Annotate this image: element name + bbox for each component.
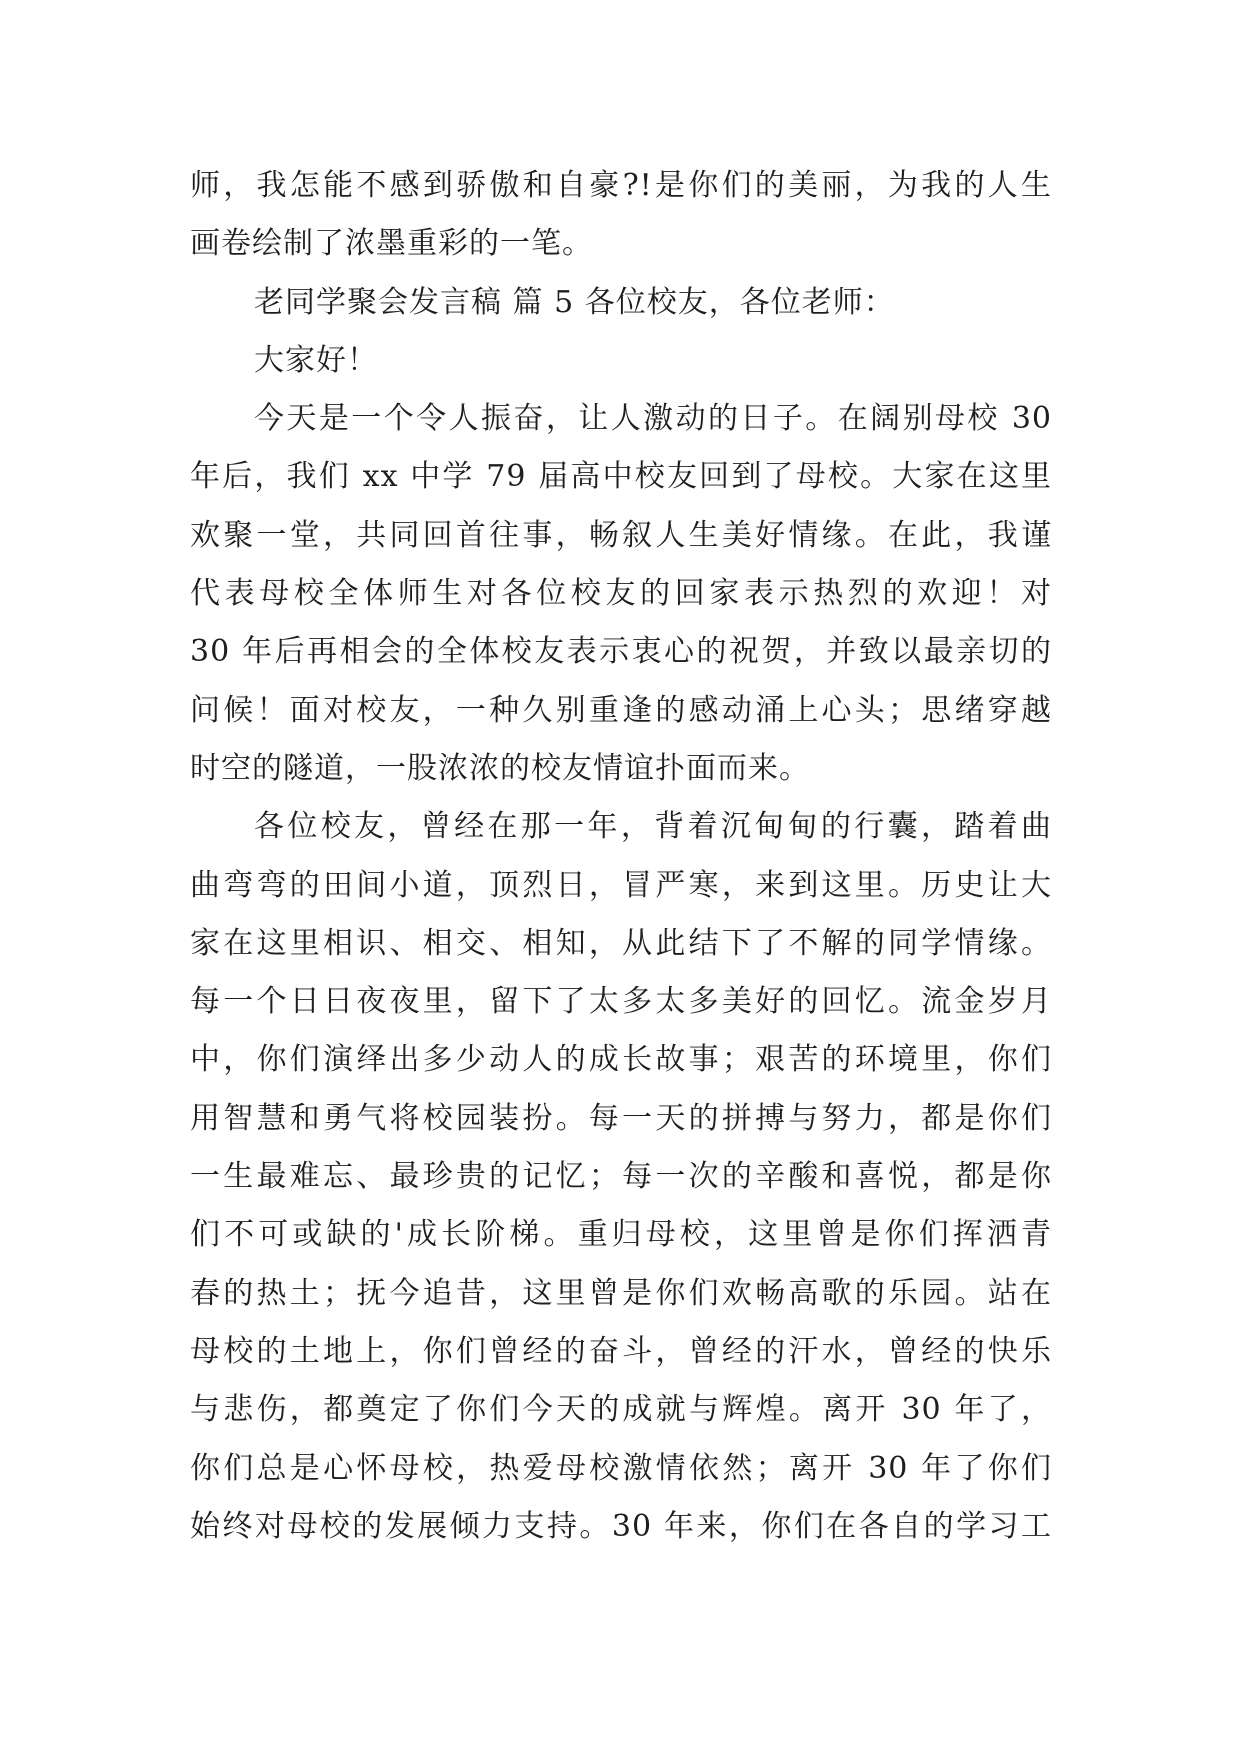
text-line: 代表母校全体师生对各位校友的回家表示热烈的欢迎！对: [190, 576, 1052, 612]
text-line: 问候！面对校友，一种久别重逢的感动涌上心头；思绪穿越: [190, 692, 1052, 728]
text-line: 与悲伤，都奠定了你们今天的成就与辉煌。离开 30 年了，: [190, 1392, 1052, 1428]
text-line: 中，你们演绎出多少动人的成长故事；艰苦的环境里，你们: [190, 1042, 1052, 1078]
text-line: 们不可或缺的'成长阶梯。重归母校，这里曾是你们挥洒青: [190, 1217, 1052, 1253]
text-line: 家在这里相识、相交、相知，从此结下了不解的同学情缘。: [190, 925, 1052, 961]
text-line: 大家好！: [254, 342, 378, 378]
text-line: 母校的土地上，你们曾经的奋斗，曾经的汗水，曾经的快乐: [190, 1333, 1052, 1369]
text-line: 曲弯弯的田间小道，顶烈日，冒严寒，来到这里。历史让大: [190, 867, 1052, 903]
text-line: 春的热土；抚今追昔，这里曾是你们欢畅高歌的乐园。站在: [190, 1275, 1052, 1311]
document-body: [190, 157, 1052, 1556]
text-line: 用智慧和勇气将校园装扮。每一天的拼搏与努力，都是你们: [190, 1100, 1052, 1136]
text-line: 各位校友，曾经在那一年，背着沉甸甸的行囊，踏着曲: [254, 809, 1052, 845]
text-line: 每一个日日夜夜里，留下了太多太多美好的回忆。流金岁月: [190, 984, 1052, 1020]
text-line: 时空的隧道，一股浓浓的校友情谊扑面而来。: [190, 750, 810, 786]
text-line: 师，我怎能不感到骄傲和自豪?!是你们的美丽，为我的人生: [190, 168, 1052, 203]
text-line: 画卷绘制了浓墨重彩的一笔。: [190, 226, 593, 262]
text-line: 始终对母校的发展倾力支持。30 年来，你们在各自的学习工: [190, 1508, 1052, 1544]
text-line: 今天是一个令人振奋，让人激动的日子。在阔别母校 30: [254, 401, 1052, 437]
text-line: 一生最难忘、最珍贵的记忆；每一次的辛酸和喜悦，都是你: [190, 1159, 1052, 1195]
text-line: 年后，我们 xx 中学 79 届高中校友回到了母校。大家在这里: [190, 459, 1052, 495]
text-line: 欢聚一堂，共同回首往事，畅叙人生美好情缘。在此，我谨: [190, 517, 1052, 553]
text-line: 30 年后再相会的全体校友表示衷心的祝贺，并致以最亲切的: [190, 634, 1052, 670]
text-line: 老同学聚会发言稿 篇 5 各位校友，各位老师：: [254, 284, 895, 320]
text-line: 你们总是心怀母校，热爱母校激情依然；离开 30 年了你们: [190, 1450, 1052, 1486]
